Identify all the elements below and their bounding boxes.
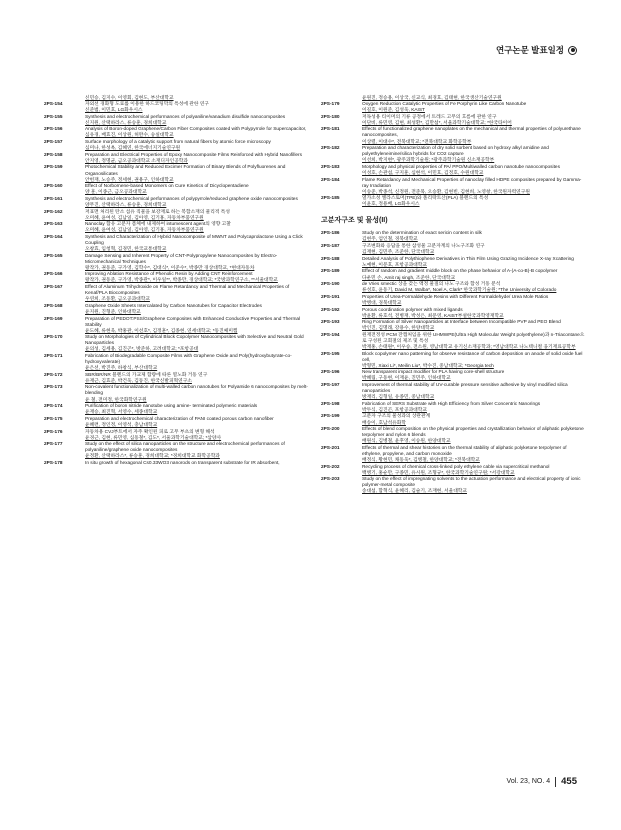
program-entry	[44, 354, 310, 372]
entry-body	[85, 222, 310, 234]
entry-code: 2PS-189	[321, 269, 340, 275]
program-entry	[44, 140, 310, 152]
volume-label: Vol. 23, NO. 4	[506, 778, 551, 785]
entry-title: Photochemical Stability and Reduced Excimer Formation of Binary Blends of Polyfluorenes and Organosilicates	[85, 165, 286, 177]
right-column	[321, 96, 587, 496]
page-number: 455	[561, 776, 577, 787]
entry-authors: 양무진, 산택하라스, 류승훈, 경희대학교	[85, 202, 167, 208]
entry-body	[362, 308, 587, 320]
entry-body	[85, 317, 310, 335]
entry-title: Preparation and characterization of dry solid sorbent based on hydroxy alkyl amidine and polyethyleneimine/silica hybrids for CO2 capture	[362, 146, 549, 158]
entry-code: 2PS-200	[321, 427, 340, 433]
entry-code: 2PS-160	[44, 184, 63, 190]
entry-authors: 윤은선, 박진주, 하창식, 부산대학교	[85, 366, 158, 372]
entry-code: 2PS-181	[321, 127, 340, 133]
entry-title: 열가소성 엘라스토머(TPE)와 폴리락트산(PLA) 블렌드의 특성	[362, 196, 489, 202]
entry-body	[362, 465, 587, 477]
program-entry	[44, 127, 310, 139]
program-entry	[44, 272, 310, 284]
program-entry	[44, 102, 310, 114]
entry-title: Study on the effect of silica nanoparticles on the structure and electrochemical performances of polyaniline/graphene oxide nanocomposites	[85, 442, 285, 454]
program-entry	[44, 153, 310, 165]
entry-body	[85, 197, 310, 209]
entry-title: Nanoclay 함유 고분자 폼체에 내제하여 intumescent agent의 영향 고찰	[85, 222, 231, 228]
program-entry	[44, 165, 310, 183]
program-entry	[321, 295, 587, 307]
entry-body	[362, 370, 587, 382]
entry-title: Purification of boron nitride nanotube using amine- terminated polymeric materials	[85, 404, 258, 410]
entry-body	[362, 257, 587, 269]
entry-code: 2PS-193	[321, 320, 340, 326]
program-entry	[44, 417, 310, 429]
entry-authors: 심미나, 한성옥, 김혜연, 한국에너지기술연구원	[85, 146, 181, 152]
entry-authors: 김재현, 김민주, 조준한, 단국대학교	[362, 250, 435, 256]
entry-code: 2PS-185	[321, 196, 340, 202]
entry-body	[362, 231, 587, 243]
entry-title: Synthesis and Characterization of Hybrid Nanocomposite of MWNT and Polycaprolactone Using a Click Coupling	[85, 234, 303, 247]
entry-authors: 윤혜련, 정인정, 이영석, 충남대학교	[85, 422, 158, 428]
entry-code: 2PS-162	[44, 209, 63, 215]
program-entry	[321, 102, 587, 114]
program-entry	[321, 269, 587, 281]
entry-authors: 이상렬, 이대수*, 전북대학교; *전북대학교 화학공학부	[362, 139, 472, 145]
entry-body	[362, 178, 587, 196]
entry-title: Fabrication of Biodegradable Composite Films with Graphene Oxide and Poly(hydroxybutyrate-co-hydroxyvalerate)	[85, 354, 292, 366]
entry-authors: 이윤호, 정용배, LG화우시스	[362, 202, 420, 208]
entry-title: In situ growth of hexagonal Cs0.33WO3 nanorods on transparent substrate for IR absorbent,	[85, 460, 280, 466]
entry-code: 2PS-179	[321, 102, 340, 108]
entry-code: 2PS-195	[321, 351, 340, 357]
entry-code: 2PS-167	[44, 285, 63, 291]
entry-code: 2PS-191	[321, 294, 340, 300]
entry-authors: 배정식, 황현민, 채동욱*, 김병철, 한양대학교; *전북대학교	[362, 458, 480, 463]
program-entry	[44, 442, 310, 460]
entry-title: Study on Morphologies of Cylindrical Block Copolymer Nanocomposites with Selective and Neutral Gold Nanoparticles	[85, 335, 304, 347]
entry-authors: 박병대, 경북대학교	[362, 300, 402, 306]
entry-title: Ring Formation of Silver Nanoparticles at Interface between Incompatible PVP and PEO Blend	[362, 320, 561, 326]
entry-authors: 노예현, 이문호, 포항공과대학교	[362, 262, 427, 268]
entry-body	[85, 461, 310, 467]
entry-code: 2PS-196	[321, 370, 340, 376]
program-entry	[321, 165, 587, 177]
program-entry	[44, 304, 310, 316]
program-entry	[44, 285, 310, 303]
entry-title: Oxygen Reduction Catalytic Properties of Fe Porphyrin Like Carbon Nanotube	[362, 102, 527, 108]
entry-authors: 안헌재, 노승주, 정세현, 권용구, 인하대학교	[85, 177, 174, 183]
entry-title: Damage Sensing and Inherent Property of CNT-Polypropylene Nanocomposites by Electro-Micromechanical Techniques	[85, 253, 278, 265]
entry-authors: 우연희, 조동환, 금오공과대학교	[85, 297, 150, 303]
entry-authors: 오미혜, 윤여성, 김남일, 김아영, 김기홍, 자동차부품연구원	[85, 215, 204, 221]
program-entry	[321, 352, 587, 370]
entry-body	[362, 196, 587, 208]
entry-code: 2PS-161	[44, 196, 63, 202]
entry-authors: 박재홍, 손태원*, 이우승, 전소원, 영남대학교 유기신소재공학과; *영남대학교 나노텍니컬 융기재료공학부	[362, 345, 576, 350]
program-entry	[321, 370, 587, 382]
entry-authors: 박혜림, 구동현, 이재윤, 진민주, 인하대학교	[362, 376, 451, 382]
entry-code: 2PS-166	[44, 272, 63, 278]
entry-authors: 이선희, 박지현*, 광주과학기술원; *광주과학기술원 신소재공학부	[362, 158, 495, 164]
program-entry	[44, 222, 310, 234]
program-entry	[44, 115, 310, 127]
entry-title: Preparation and electrochemical characterization of PANI coated porous carbon nanofiber	[85, 416, 274, 422]
program-entry	[321, 308, 587, 320]
entry-title: Preparation of PEDOT:PSS/Graphene Composites with Enhanced Conductive Properties and Thermal Stability	[85, 316, 301, 328]
program-entry	[321, 477, 587, 495]
entry-code: 2PS-187	[321, 244, 340, 250]
entry-authors: 유재근, 김효준, 박건욱, 김동진, 한국신발피혁연구소	[85, 378, 192, 384]
entry-body	[362, 477, 587, 495]
entry-code: 2PS-172	[44, 372, 63, 378]
entry-title: Graphene Oxide Sheets Intercalated by Carbon Nanotubes for Capacitor Electrodes	[85, 303, 262, 309]
entry-code: 2PS-192	[321, 307, 340, 313]
header-title: 연구논문 발표일정	[495, 45, 564, 55]
entry-code: 2PS-159	[44, 165, 63, 171]
entry-title: Recycling process of chemical cross-linked poly ethylene cable via supercritical methanol	[362, 464, 550, 470]
entry-authors: 배원식, 김병철, 윤후영, 이승원, 한양대학교	[362, 439, 451, 445]
program-entry	[44, 461, 310, 467]
entry-authors: 윤정환, 산택하라스*, 류승훈, 경희대학교; *경희대학교 화학공학과	[85, 454, 220, 460]
entry-title: Effects of blend composition on the physical properties and crystallization behavior of aliphatic polyketone terpolymer and nylon 6 blends	[362, 427, 584, 439]
entry-code: 2PS-157	[44, 140, 63, 146]
entry-body	[85, 165, 310, 183]
entry-title: Improving Ablation Resistance of Phenolic Resin by Adding CNT Reinforcement	[85, 272, 253, 278]
left-column	[44, 96, 310, 468]
program-entry	[44, 254, 310, 272]
footer-divider	[555, 777, 556, 787]
right-entries-list	[321, 102, 587, 208]
entry-code: 2PS-199	[321, 414, 340, 420]
entry-body	[85, 115, 310, 127]
entry-title: Properties of Urea-Formaldehyde Resins with Different Formaldehyde/ Urea Mole Ratios	[362, 294, 549, 300]
entry-title: Morphology and physical properties of PA/ PPO/Multiwalled carbon nanotube nanocomposites	[362, 164, 560, 170]
entry-authors: 윤지원, 진형준, 인하대학교	[85, 309, 141, 315]
entry-body	[85, 404, 310, 416]
entry-authors: 김현주, 엄인철, 경북대학교	[362, 237, 418, 243]
entry-title: Synthesis and electrochemical performances of polypyrrole/reduced graphene oxide nanocomposites	[85, 196, 298, 202]
entry-body	[85, 254, 310, 272]
entry-title: Study on the determination of exact sericin content in silk	[362, 231, 482, 237]
page-footer	[507, 776, 577, 787]
entry-title: Effect of Aluminum Trihydroxide on Flame Retardancy and Thermal and Mechanical Properties of Kenaf/PLA Biocomposites	[85, 285, 290, 297]
program-entry	[321, 320, 587, 332]
section-title: 고분자구조 및 물성(II)	[321, 217, 388, 225]
entry-title: Block copolymer nano patterning for observe resistance of carbon deposition on anode of solid oxide fuel cell,	[362, 351, 583, 363]
entry-body	[85, 272, 310, 284]
entry-title: SBR/BR/NR 블렌드의 가교제 함량에 따른 열노화 거동 연구	[85, 372, 208, 378]
entry-code: 2PS-203	[321, 477, 340, 483]
entry-body	[362, 102, 587, 114]
entry-code: 2PS-176	[44, 429, 63, 435]
entry-title: Effects of functionalized graphene nanoplates on the mechanical and thermal properties of polyurethane nanocomposites,	[362, 127, 581, 139]
entry-authors: 신준범, 이민호, LG화우시스	[85, 108, 143, 114]
entry-code: 2PS-188	[321, 256, 340, 262]
entry-body	[85, 304, 310, 316]
program-entry	[321, 115, 587, 127]
entry-title: 자동차용 CVJ부트에서 자주 확인된 피로 고무 부츠의 변형 해석	[85, 429, 215, 435]
program-entry	[321, 402, 587, 414]
entry-code: 2PS-164	[44, 234, 63, 240]
entry-authors: 윤경근, 김현, 류민영, 심동철*, 김도*, 서울과학기술대학교; *삼양사	[85, 435, 222, 441]
entry-body	[85, 153, 310, 165]
page-header	[496, 44, 577, 56]
entry-code: 2PS-201	[321, 445, 340, 451]
program-entry	[321, 282, 587, 294]
entry-authors: 방재리, 김형일, 유종민, 중남대학교	[362, 395, 435, 401]
entry-authors: 이승준, 박종석, 신정원, 전준묵, 오승환, 김현빈, 김현희, 노영창, 한국원자력연구원	[362, 189, 530, 195]
entry-title: Non-covalent functionalization of multi-walled carbon nanotubes for Polyamide 6 nanocomposites by melt-blending	[85, 385, 308, 397]
entry-title: 원재전정성 PCM 잔캡처임을 위한 UHMWPE(Ultra High Molecular Weight polyethylene)과 n-Triacontane으로 구성된 고회절의 제조 및 특성	[362, 332, 585, 344]
program-entry	[44, 373, 310, 385]
entry-body	[362, 402, 587, 414]
entry-title: New transparent impact modifier for PLA having core-shell structure	[362, 370, 505, 376]
entry-authors: 배송이, 호남석유화학	[362, 420, 406, 426]
entry-code: 2PS-171	[44, 354, 63, 360]
entry-code: 2PS-178	[44, 460, 63, 466]
entry-body	[362, 115, 587, 127]
entry-title: Flame Retardancy and Mechanical Properties of nanoclay filled HDPE composites prepared by Gamma-ray Irradiation	[362, 177, 582, 189]
entry-title: 저표면 처리된 탄소 섬유 직물을 보강재로 하는 복합소재의 물리적 특성	[85, 209, 230, 215]
entry-authors: 오창효, 임청혁, 김경민, 한국교통대학교	[85, 247, 167, 253]
entry-title: Effect of random and gradient middle block on the phase behavior of A-(A-co-B)-B copolymer	[362, 269, 558, 275]
program-entry	[321, 465, 587, 477]
circle-bullet-icon	[568, 46, 577, 55]
entry-code: 2PS-170	[44, 335, 63, 341]
program-entry	[321, 146, 587, 164]
entry-body	[362, 244, 587, 256]
entry-authors: 이길호, 이원준, 김성욱, KAIST	[362, 108, 425, 114]
entry-authors: 박인진, 김명래, 강용수, 한양대학교	[362, 326, 435, 332]
entry-code: 2PS-190	[321, 282, 340, 288]
entry-code: 2PS-155	[44, 114, 63, 120]
entry-body	[85, 373, 310, 385]
program-entry	[44, 335, 310, 353]
entry-code: 2PS-163	[44, 222, 63, 228]
entry-title: Porous coordination polymer with mixed ligands	[362, 307, 463, 313]
entry-code: 2PS-194	[321, 332, 340, 338]
entry-code: 2PS-184	[321, 177, 340, 183]
entry-authors: 백병기, 홍순만, 구종민, 유시원, 조형규*, 한국과학기술연구원; *서강대학교	[362, 470, 515, 476]
entry-code: 2PS-175	[44, 416, 63, 422]
entry-body	[85, 210, 310, 222]
program-entry	[44, 317, 310, 335]
entry-body	[85, 442, 310, 460]
program-entry	[44, 210, 310, 222]
entry-authors: 심유경, 배효진, 이상원, 허완수, 숭실대학교	[85, 133, 174, 139]
program-entry	[321, 196, 587, 208]
entry-title: 고분자 구조의 물성과의 상관관계	[362, 414, 431, 420]
entry-code: 2PS-202	[321, 464, 340, 470]
entry-code: 2PS-197	[321, 383, 340, 389]
program-entry	[321, 127, 587, 145]
entry-title: Preparation and Electrical Properties of Epoxy Nanocomposite Films Reinforced with Hybrid Nanofillers	[85, 152, 303, 158]
entry-code: 2PS-168	[44, 303, 63, 309]
entry-authors: 안지영, 정명균, 금오공과대학교 소재디자인공학과	[85, 158, 188, 164]
entry-title: 구조변화와 응답을 통한 삼성물 고분자계의 나노구조화 연구	[362, 244, 485, 250]
entry-body	[362, 352, 587, 370]
entry-authors: 윤재승, 최진혁, 서영수, 세종대학교	[85, 410, 158, 416]
entry-body	[85, 235, 310, 253]
entry-authors: 윤원진, 정승용, 이상국, 신교식, 최경호, 김태현, 한국생산기술연구원	[362, 96, 502, 101]
entry-title: Effects of thermal and shear histories on the thermal stability of aliphatic polyketone terpolymer of ethylene, propylene, and carbon monoxide	[362, 445, 567, 457]
program-entry	[44, 404, 310, 416]
entry-body	[362, 446, 587, 464]
program-entry	[321, 178, 587, 196]
entry-code: 2PS-198	[321, 401, 340, 407]
entry-authors: 다운민 손, Amit raj singh, 조준한, 단국대학교	[362, 275, 456, 281]
program-entry	[44, 197, 310, 209]
entry-authors: 오미혜, 윤여성, 김남일, 김아영, 김기홍, 자동차부품연구원	[85, 228, 204, 234]
program-entry	[321, 257, 587, 269]
entry-code: 2PS-158	[44, 152, 63, 158]
entry-body	[85, 430, 310, 442]
entry-title: 저독성용 티이머의 기류 공정에서 트레드 고무의 흐름에 관한 연구	[362, 114, 497, 120]
entry-body	[85, 127, 310, 139]
program-entry	[321, 333, 587, 351]
entry-body	[362, 427, 587, 445]
entry-body	[362, 282, 587, 294]
entry-authors: 윤 철, 전미정, 한국화학연구원	[85, 397, 147, 403]
entry-authors: 신지원, 산택하라스, 류승훈, 경희대학교	[85, 120, 167, 126]
entry-code: 2PS-156	[44, 127, 63, 133]
entry-body	[85, 285, 310, 303]
program-entry	[44, 430, 310, 442]
section-entries-list	[321, 231, 587, 495]
entry-code: 2PS-180	[321, 114, 340, 120]
entry-body	[362, 383, 587, 401]
entry-body	[85, 385, 310, 403]
program-entry	[44, 184, 310, 196]
entry-authors: 송대섭, 함혁식, 윤혜리, 김슬기, 조재현, 서울대학교	[362, 489, 467, 495]
entry-body	[362, 333, 587, 351]
entry-body	[85, 417, 310, 429]
entry-title: Surface morphology of a catalytic support from natural fibers by atomic force microscopy	[85, 140, 271, 146]
entry-body	[362, 295, 587, 307]
entry-code: 2PS-174	[44, 404, 63, 410]
entry-body	[85, 102, 310, 114]
program-entry	[321, 383, 587, 401]
entry-body	[362, 146, 587, 164]
entry-authors: 이성호, 손관섭, 구지훈, 심현석, 이민호, 김정호, 수원대학교	[362, 170, 484, 176]
program-entry	[321, 446, 587, 464]
entry-title: Synthesis and electrochemical performances of polyaniline/vanadium disulfide nanocomposites	[85, 114, 286, 120]
entry-title: Study on the effect of impregnating solvents to the actuation performance and electrical property of ionic polymer-metal composite	[362, 477, 581, 489]
entry-code: 2PS-183	[321, 164, 340, 170]
entry-authors: 류성호, 윤동기, David M, Walba*, Noel A, Clark* 한국과학기술원; *The University of Colorado	[362, 288, 557, 294]
entry-code: 2PS-165	[44, 253, 63, 259]
entry-code: 2PS-169	[44, 316, 63, 322]
entry-authors: 박두식, 김진곤, 포항공과대학교	[362, 407, 427, 413]
program-entry	[44, 235, 310, 253]
entry-authors: 양 훈, 이종근, 금오공과대학교	[85, 190, 147, 196]
program-entry	[321, 414, 587, 426]
entry-body	[85, 354, 310, 372]
entry-code: 2PS-173	[44, 385, 63, 391]
entry-body	[362, 320, 587, 332]
entry-authors: 왕작가, 권동준, 구가영, 김학수*, 김대식*, 이준수*, 박종만 경상대학교, *현대자동차	[85, 265, 255, 271]
entry-code: 2PS-182	[321, 146, 340, 152]
entry-title: Effect of Norbornene-based Monomers on Cure Kinetics of Dicyclopentadiene	[85, 184, 249, 190]
entry-body	[362, 165, 587, 177]
entry-title: Fabrication of SERS Substrate with High Efficiency from Silver Concentric Nanorings	[362, 401, 541, 407]
entry-authors: 신민승, 김지수, 이영회, 김현도, 부산대학교	[85, 96, 174, 101]
entry-body	[85, 140, 310, 152]
entry-authors: 윤의성, 김세용, 김진곤*, 방준하, 고려대학교; *포항공대	[85, 347, 199, 353]
entry-authors: 이단비, 류민영, 김현, 최성환*, 김만섭*, 서울과학기술대학교; *한국타이어	[362, 120, 512, 126]
entry-title: Improvement of thermal stability of UV-curable pressure sensitive adhesive by vinyl modified silica nanoparticles	[362, 383, 568, 395]
entry-authors: 박윤환, 류호석, 전병재, 박성은, 최문영, KAIST부설한국과학영재학교	[362, 313, 504, 319]
entry-title: Analysis of Boron-doped Graphene/Carbon Fiber Composites coated with Polypyrrole for Supercapacitor,	[85, 127, 307, 133]
program-entry	[321, 427, 587, 445]
entry-authors: 윤도혜, 류현욱, 박홍관, 이선호*, 김정훈*, 김종현, 연세대학교; *동진쎄미켐	[85, 328, 238, 334]
entry-authors: 박형민, Xiaxi Li*, Meilin Liu*, 박수진, 중남대학교; *Georgia tech	[362, 363, 494, 369]
entry-code: 2PS-154	[44, 102, 63, 108]
entry-body	[362, 269, 587, 281]
entry-title: 자외선 경화형 도료를 이용한 하드코팅막의 특성에 관한 연구	[85, 102, 209, 108]
entry-title: de Vries smectic 상을 갖는 액정 물질의 나노 구조와 합성 거동 분석	[362, 282, 501, 288]
program-entry	[44, 385, 310, 403]
entry-code: 2PS-177	[44, 442, 63, 448]
program-entry	[321, 231, 587, 243]
entry-body	[85, 335, 310, 353]
entry-code: 2PS-186	[321, 231, 340, 237]
entry-body	[362, 414, 587, 426]
entry-body	[85, 184, 310, 196]
program-entry	[321, 244, 587, 256]
entry-title: Detailed Analysis of Polythiophene Derivatives in Thin Film Using Grazing Incidence X-ray Xcattering	[362, 256, 574, 262]
entry-body	[362, 127, 587, 145]
entry-authors: 왕작가, 권동준, 구가영, 박종관*, 이우일**, 박종만, 경상대학교; *국방과학연구소, **서울대학교	[85, 278, 278, 284]
